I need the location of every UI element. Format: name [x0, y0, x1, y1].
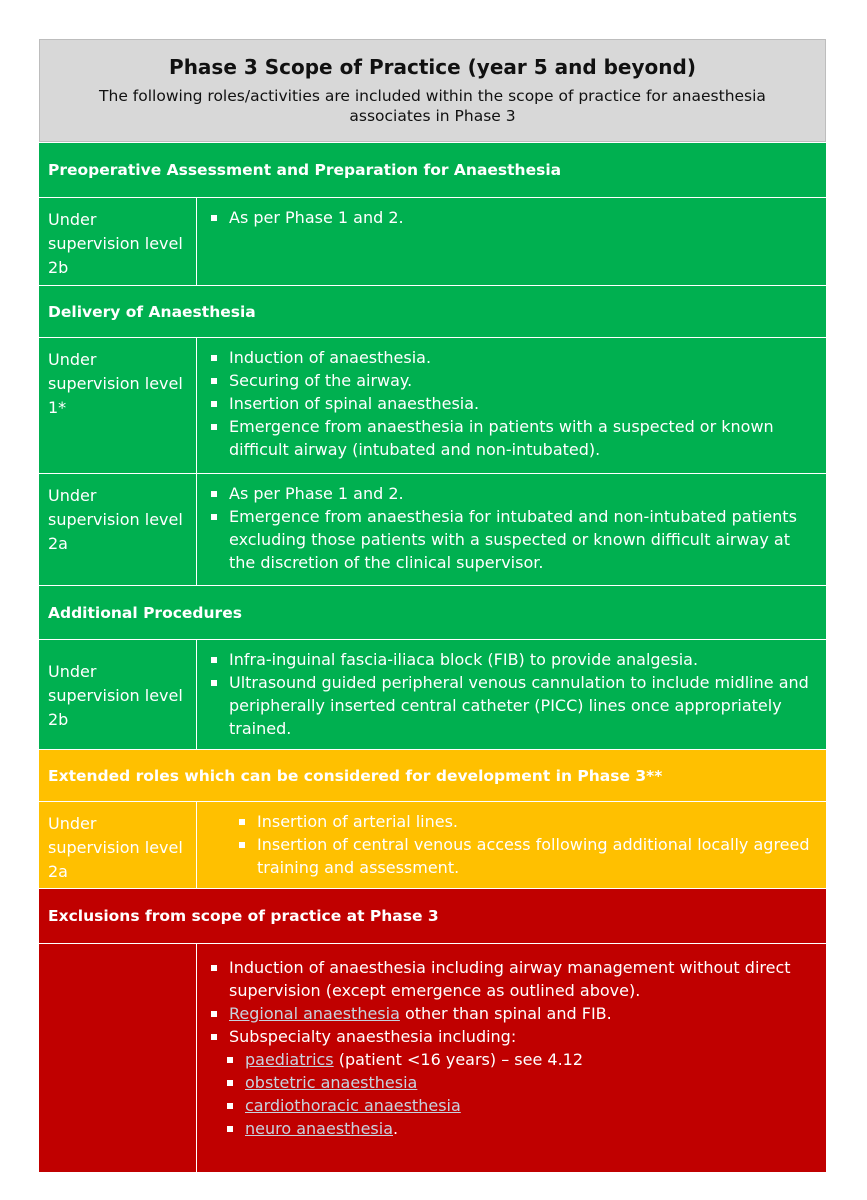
supervision-level [39, 944, 197, 1172]
list-item: Induction of anaesthesia including airway management without direct supervision (except emergence as outlined above). [209, 956, 816, 1002]
cardiothoracic-anaesthesia-link[interactable]: cardiothoracic anaesthesia [245, 1096, 461, 1115]
list-item [225, 1117, 816, 1140]
subspecialty-list [225, 1048, 816, 1140]
list-item: Infra-inguinal fascia-iliaca block (FIB) to provide analgesia. [209, 648, 816, 671]
list-item: Ultrasound guided peripheral venous cannulation to include midline and peripherally inserted central catheter (PICC) lines once appropriately trained. [209, 671, 816, 740]
list-item: Insertion of arterial lines. [237, 810, 816, 833]
list-item: Emergence from anaesthesia in patients with a suspected or known difficult airway (intubated and non-intubated). [209, 415, 816, 461]
supervision-level: Under supervision level 2b [39, 640, 197, 749]
section-title: Additional Procedures [48, 603, 242, 622]
supervision-level: Under supervision level 2a [39, 474, 197, 585]
list-item: As per Phase 1 and 2. [209, 482, 816, 505]
table-row [39, 197, 826, 285]
supervision-level: Under supervision level 2a [39, 802, 197, 888]
list-item-text: other than spinal and FIB. [399, 1004, 612, 1023]
paediatrics-link[interactable]: paediatrics [245, 1050, 334, 1069]
list-item: Securing of the airway. [209, 369, 816, 392]
row-content [197, 640, 826, 749]
supervision-level: Under supervision level 1* [39, 338, 197, 473]
table-row [39, 337, 826, 473]
row-content [197, 474, 826, 585]
list-item: Induction of anaesthesia. [209, 346, 816, 369]
row-content [197, 198, 826, 285]
table-header [39, 39, 826, 142]
scope-of-practice-table [39, 39, 826, 1172]
list-item-text: . [393, 1119, 399, 1138]
list-item: Insertion of central venous access following additional locally agreed training and assessment. [237, 833, 816, 879]
list-item [225, 1071, 816, 1094]
obstetric-anaesthesia-link[interactable]: obstetric anaesthesia [245, 1073, 418, 1092]
section-title: Delivery of Anaesthesia [48, 302, 256, 321]
table-row [39, 473, 826, 585]
list-item: Insertion of spinal anaesthesia. [209, 392, 816, 415]
regional-anaesthesia-link[interactable]: Regional anaesthesia [229, 1004, 400, 1023]
row-content [197, 338, 826, 473]
section-title: Preoperative Assessment and Preparation for Anaesthesia [48, 161, 562, 179]
list-item [225, 1094, 816, 1117]
supervision-level: Under supervision level 2b [39, 198, 197, 285]
neuro-anaesthesia-link[interactable]: neuro anaesthesia [245, 1119, 393, 1138]
list-item [225, 1048, 816, 1071]
list-item: As per Phase 1 and 2. [209, 206, 816, 229]
section-title: Extended roles which can be considered for development in Phase 3** [48, 766, 663, 785]
list-item [209, 1002, 816, 1025]
list-item: Emergence from anaesthesia for intubated and non-intubated patients excluding those patients with a suspected or known difficult airway at the discretion of the clinical supervisor. [209, 505, 816, 574]
section-exclusions [39, 888, 826, 943]
section-delivery [39, 285, 826, 337]
page-title: Phase 3 Scope of Practice (year 5 and beyond) [169, 55, 696, 79]
row-content [197, 944, 826, 1172]
table-row [39, 943, 826, 1172]
row-content [197, 802, 826, 888]
table-row [39, 639, 826, 749]
list-item-text: (patient <16 years) – see 4.12 [333, 1050, 584, 1069]
section-additional-procedures [39, 585, 826, 639]
section-title: Exclusions from scope of practice at Phase 3 [48, 907, 439, 925]
list-item: Subspecialty anaesthesia including: [209, 1025, 816, 1048]
section-preoperative [39, 142, 826, 197]
table-row [39, 801, 826, 888]
section-extended-roles [39, 749, 826, 801]
page-subtitle: The following roles/activities are included within the scope of practice for anaesthesia associates in Phase 3 [99, 87, 766, 125]
